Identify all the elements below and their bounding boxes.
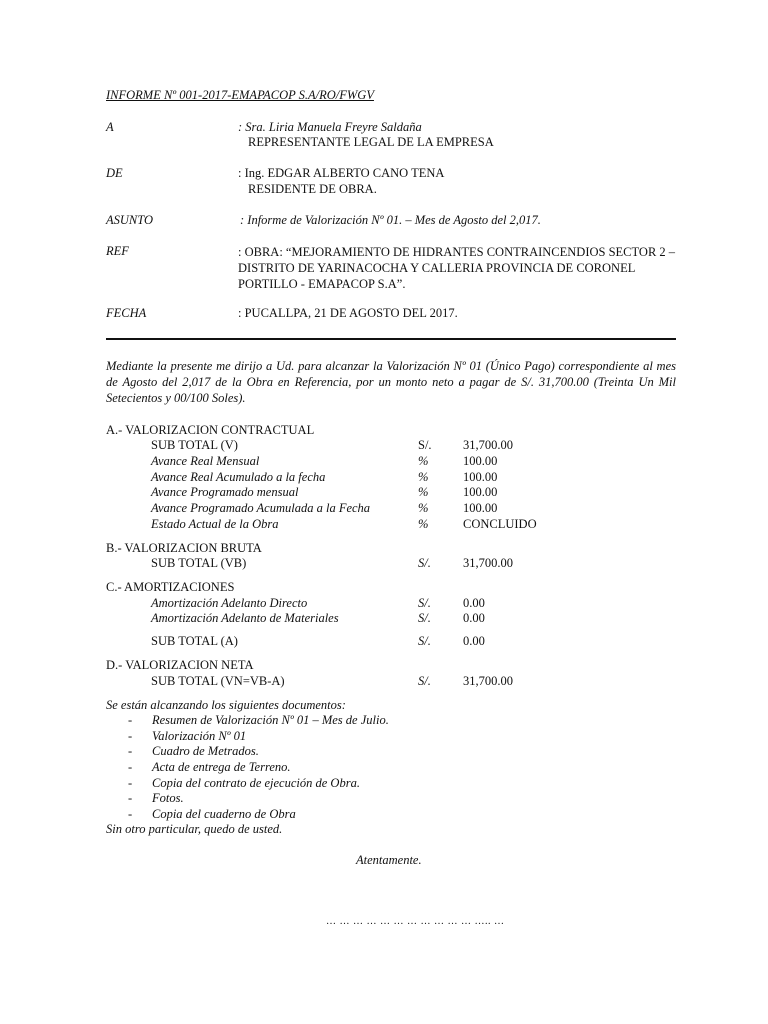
list-bullet: -	[128, 776, 133, 790]
list-bullet: -	[128, 760, 133, 774]
de-name: : Ing. EDGAR ALBERTO CANO TENA	[238, 166, 445, 180]
section-a-row-unit: %	[418, 501, 429, 515]
section-c-row-label: SUB TOTAL (A)	[151, 634, 238, 648]
section-d-row-label: SUB TOTAL (VN=VB-A)	[151, 674, 285, 688]
section-b-row-label: SUB TOTAL (VB)	[151, 556, 247, 570]
de-role: RESIDENTE DE OBRA.	[248, 182, 377, 196]
ref-text: : OBRA: “MEJORAMIENTO DE HIDRANTES CONTRAINCENDIOS SECTOR 2 – DISTRITO DE YARINACOCHA Y CALLERIA PROVINCIA DE CORONEL PORTILLO - EMAPACOP S.A”.	[238, 245, 676, 291]
section-a-row-value: 100.00	[463, 454, 498, 468]
section-a-row-value: 100.00	[463, 470, 498, 484]
section-c-row-label: Amortización Adelanto de Materiales	[151, 611, 339, 625]
section-d-row-unit: S/.	[418, 674, 431, 688]
fecha-label: FECHA	[106, 306, 147, 320]
document-item: Fotos.	[152, 791, 184, 805]
section-b-heading: B.- VALORIZACION BRUTA	[106, 541, 262, 555]
section-c-row-unit: S/.	[418, 596, 431, 610]
header-divider	[106, 338, 676, 340]
list-bullet: -	[128, 729, 133, 743]
list-bullet: -	[128, 744, 133, 758]
signature-line: … … … … … … … … … … … ….. …	[326, 916, 505, 927]
document-item: Copia del contrato de ejecución de Obra.	[152, 776, 360, 790]
section-b-row-value: 31,700.00	[463, 556, 513, 570]
section-a-row-value: 100.00	[463, 485, 498, 499]
asunto-text: : Informe de Valorización Nº 01. – Mes de Agosto del 2,017.	[240, 213, 541, 227]
section-c-row-value: 0.00	[463, 634, 485, 648]
a-role: REPRESENTANTE LEGAL DE LA EMPRESA	[248, 135, 494, 149]
section-a-row-unit: %	[418, 485, 429, 499]
list-bullet: -	[128, 807, 133, 821]
a-label: A	[106, 120, 114, 134]
section-a-heading: A.- VALORIZACION CONTRACTUAL	[106, 423, 315, 437]
a-name: : Sra. Liria Manuela Freyre Saldaña	[238, 120, 422, 134]
closing-text: Sin otro particular, quedo de usted.	[106, 822, 283, 836]
section-c-row-unit: S/.	[418, 611, 431, 625]
section-a-row-label: Avance Real Mensual	[151, 454, 260, 468]
section-a-row-value: 31,700.00	[463, 438, 513, 452]
section-c-heading: C.- AMORTIZACIONES	[106, 580, 235, 594]
document-item: Acta de entrega de Terreno.	[152, 760, 291, 774]
document-item: Copia del cuaderno de Obra	[152, 807, 296, 821]
section-a-row-unit: S/.	[418, 438, 432, 452]
section-a-row-unit: %	[418, 470, 429, 484]
ref-label: REF	[106, 244, 129, 258]
asunto-label: ASUNTO	[106, 213, 154, 227]
section-a-row-label: Avance Programado mensual	[151, 485, 299, 499]
section-a-row-value: CONCLUIDO	[463, 517, 537, 531]
section-c-row-label: Amortización Adelanto Directo	[151, 596, 308, 610]
report-title: INFORME Nº 001-2017-EMAPACOP S.A/RO/FWGV	[106, 88, 374, 102]
salutation: Atentamente.	[356, 853, 422, 867]
document-item: Valorización Nº 01	[152, 729, 247, 743]
section-a-row-unit: %	[418, 454, 429, 468]
section-c-row-value: 0.00	[463, 596, 485, 610]
section-d-row-value: 31,700.00	[463, 674, 513, 688]
documents-intro: Se están alcanzando los siguientes documentos:	[106, 698, 346, 712]
section-a-row-label: Avance Real Acumulado a la fecha	[151, 470, 326, 484]
section-a-row-label: SUB TOTAL (V)	[151, 438, 238, 452]
section-a-row-unit: %	[418, 517, 429, 531]
intro-paragraph: Mediante la presente me dirijo a Ud. para alcanzar la Valorización Nº 01 (Único Pago) correspondiente al mes de Agosto del 2,017 de la Obra en Referencia, por un monto neto a pagar de S/. 31,700.00 (Treinta Un Mil Setecientos y 00/100 Soles).	[106, 359, 676, 405]
section-a-row-label: Avance Programado Acumulada a la Fecha	[151, 501, 371, 515]
section-a-row-value: 100.00	[463, 501, 498, 515]
section-a-row-label: Estado Actual de la Obra	[151, 517, 279, 531]
list-bullet: -	[128, 713, 133, 727]
section-b-row-unit: S/.	[418, 556, 431, 570]
section-c-row-unit: S/.	[418, 634, 431, 648]
document-item: Cuadro de Metrados.	[152, 744, 259, 758]
section-c-row-value: 0.00	[463, 611, 485, 625]
fecha-text: : PUCALLPA, 21 DE AGOSTO DEL 2017.	[238, 306, 458, 320]
list-bullet: -	[128, 791, 133, 805]
section-d-heading: D.- VALORIZACION NETA	[106, 658, 254, 672]
de-label: DE	[106, 166, 123, 180]
document-item: Resumen de Valorización Nº 01 – Mes de Julio.	[152, 713, 389, 727]
